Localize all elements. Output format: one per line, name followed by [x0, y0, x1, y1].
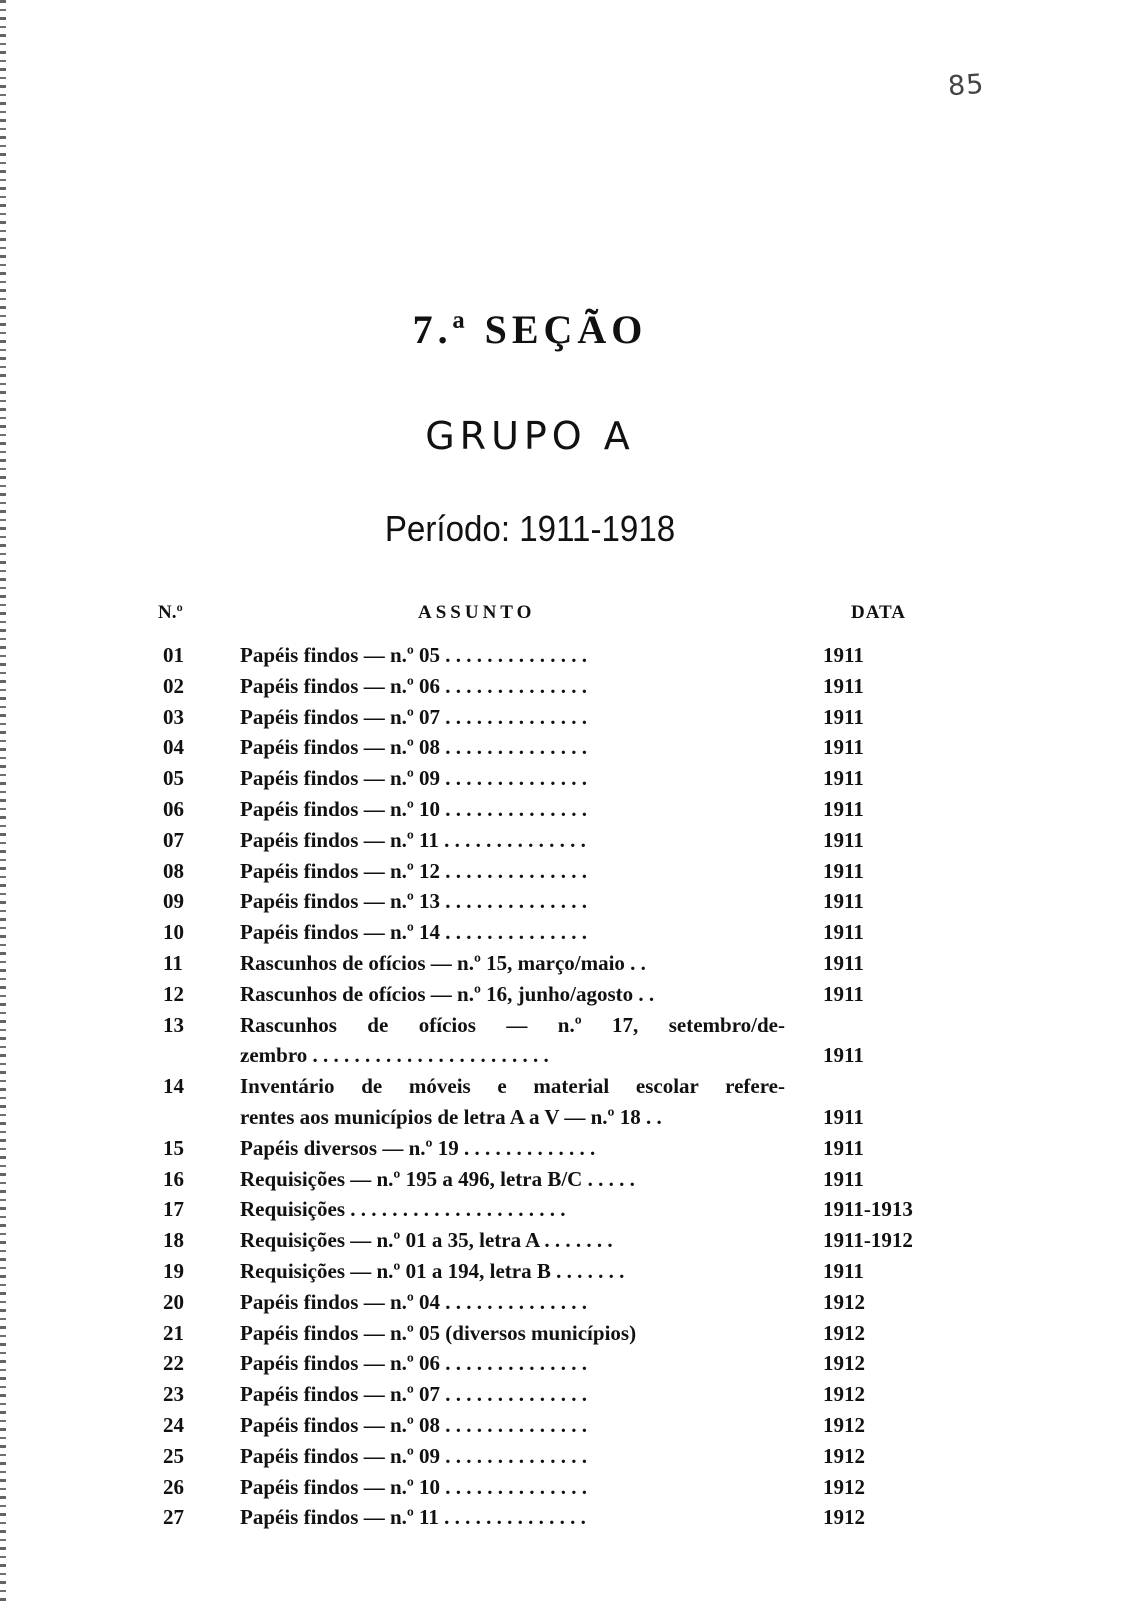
row-date: 1912: [823, 1351, 865, 1376]
table-row: [0, 1502, 1125, 1533]
row-subject: [240, 1318, 785, 1349]
subject-line: Papéis findos — n.º 12 . . . . . . . . . . . . . .: [240, 858, 588, 883]
table-row: [0, 732, 1125, 763]
subject-line: Papéis findos — n.º 13 . . . . . . . . . . . . . .: [240, 889, 588, 914]
subject-line: Rascunhos de ofícios — n.º 17, setembro/de-: [240, 1012, 785, 1037]
row-date: 1911: [823, 1135, 864, 1160]
subject-line: Papéis findos — n.º 05 . . . . . . . . . . . . . .: [240, 643, 588, 667]
row-subject: [240, 1133, 785, 1164]
table-row: [0, 886, 1125, 917]
table-row: [0, 702, 1125, 733]
row-number: 06: [163, 796, 184, 821]
row-subject: [240, 702, 785, 733]
row-number: 05: [163, 766, 184, 791]
table-row: [0, 763, 1125, 794]
row-subject: [240, 640, 785, 671]
row-subject: [240, 671, 785, 702]
period-heading: Período: 1911-1918: [384, 508, 676, 549]
row-date: 1911: [823, 1166, 864, 1191]
subject-line: Papéis findos — n.º 07 . . . . . . . . . . . . . .: [240, 1382, 588, 1407]
subject-line: Papéis findos — n.º 10 . . . . . . . . . . . . . .: [240, 796, 588, 821]
row-number: 18: [163, 1228, 184, 1253]
row-date: 1911: [823, 950, 864, 975]
row-date: 1911: [823, 673, 864, 698]
row-number: 13: [163, 1012, 184, 1037]
table-row: [0, 1225, 1125, 1256]
table-row: [0, 856, 1125, 887]
row-number: 11: [163, 950, 183, 975]
row-subject: [240, 1379, 785, 1410]
row-subject: [240, 794, 785, 825]
handwritten-page-number: 85: [946, 68, 986, 103]
row-date: 1911: [823, 1043, 864, 1068]
table-row: [0, 979, 1125, 1010]
table-row: [0, 1348, 1125, 1379]
row-date: 1911-1912: [823, 1228, 913, 1253]
row-number: 20: [163, 1289, 184, 1314]
row-number: 27: [163, 1505, 184, 1530]
row-subject: [240, 979, 785, 1010]
row-date: 1911-1913: [823, 1197, 913, 1222]
row-date: 1911: [823, 735, 864, 760]
row-subject: [240, 1010, 785, 1072]
table-row: [0, 1256, 1125, 1287]
row-subject: [240, 1071, 785, 1133]
table-row: [0, 1194, 1125, 1225]
row-number: 17: [163, 1197, 184, 1222]
subject-line: Papéis findos — n.º 09 . . . . . . . . . . . . . .: [240, 766, 588, 791]
row-number: 08: [163, 858, 184, 883]
row-number: 03: [163, 704, 184, 729]
row-number: 02: [163, 673, 184, 698]
row-subject: [240, 732, 785, 763]
row-subject: [240, 886, 785, 917]
table-row: [0, 917, 1125, 948]
subject-line: Requisições — n.º 01 a 194, letra B . . . . . . .: [240, 1258, 625, 1283]
row-date: 1911: [823, 981, 864, 1006]
row-subject: [240, 948, 785, 979]
row-number: 16: [163, 1166, 184, 1191]
subject-line: Papéis findos — n.º 06 . . . . . . . . . . . . . .: [240, 673, 588, 698]
table-row: [0, 1318, 1125, 1349]
section-title: 7.ª SEÇÃO: [412, 307, 648, 352]
row-number: 15: [163, 1135, 184, 1160]
table-row: [0, 948, 1125, 979]
table-row: [0, 1133, 1125, 1164]
row-subject: [240, 1287, 785, 1318]
table-row: [0, 794, 1125, 825]
table-row: [0, 1010, 1125, 1072]
table-row: [0, 825, 1125, 856]
row-subject: [240, 1502, 785, 1533]
row-subject: [240, 1225, 785, 1256]
subject-line: Papéis findos — n.º 14 . . . . . . . . . . . . . .: [240, 920, 588, 945]
row-date: 1911: [823, 1104, 864, 1129]
row-subject: [240, 1410, 785, 1441]
row-number: 01: [163, 643, 184, 667]
row-number: 21: [163, 1320, 184, 1345]
row-subject: [240, 917, 785, 948]
table-row: [0, 1410, 1125, 1441]
subject-line: Requisições — n.º 01 a 35, letra A . . . . . . .: [240, 1228, 613, 1253]
row-date: 1912: [823, 1443, 865, 1468]
subject-line: Requisições . . . . . . . . . . . . . . . . . . . . .: [240, 1197, 566, 1222]
row-date: 1911: [823, 858, 864, 883]
column-header-subject: ASSUNTO: [418, 602, 536, 623]
row-date: 1912: [823, 1412, 865, 1437]
row-subject: [240, 763, 785, 794]
row-date: 1912: [823, 1505, 865, 1530]
table-row: [0, 1164, 1125, 1195]
column-header-number: N.º: [158, 602, 183, 623]
subject-line: zembro . . . . . . . . . . . . . . . . . . . . . . .: [240, 1043, 549, 1068]
subject-line: Inventário de móveis e material escolar refere-: [240, 1074, 785, 1099]
table-row: [0, 640, 1125, 671]
row-subject: [240, 1472, 785, 1503]
subject-line: Papéis findos — n.º 08 . . . . . . . . . . . . . .: [240, 735, 588, 760]
row-date: 1911: [823, 1258, 864, 1283]
row-number: 24: [163, 1412, 184, 1437]
row-subject: [240, 1164, 785, 1195]
row-subject: [240, 1348, 785, 1379]
subject-line: Rascunhos de ofícios — n.º 16, junho/agosto . .: [240, 981, 655, 1006]
subject-line: Requisições — n.º 195 a 496, letra B/C . . . . .: [240, 1166, 635, 1191]
table-row: [0, 1071, 1125, 1133]
subject-line: Papéis findos — n.º 08 . . . . . . . . . . . . . .: [240, 1412, 588, 1437]
table-row: [0, 1472, 1125, 1503]
row-subject: [240, 1256, 785, 1287]
subject-line: Rascunhos de ofícios — n.º 15, março/maio . .: [240, 950, 646, 975]
table-row: [0, 671, 1125, 702]
subject-line: Papéis findos — n.º 10 . . . . . . . . . . . . . .: [240, 1474, 588, 1499]
row-subject: [240, 1441, 785, 1472]
inventory-table: [0, 640, 1125, 1533]
column-header-date: DATA: [851, 602, 907, 623]
row-number: 26: [163, 1474, 184, 1499]
row-number: 25: [163, 1443, 184, 1468]
row-date: 1911: [823, 920, 864, 945]
row-number: 22: [163, 1351, 184, 1376]
row-date: 1911: [823, 796, 864, 821]
table-row: [0, 1287, 1125, 1318]
row-number: 10: [163, 920, 184, 945]
row-date: 1911: [823, 889, 864, 914]
subject-line: Papéis findos — n.º 11 . . . . . . . . . . . . . .: [240, 1505, 586, 1530]
subject-line: Papéis findos — n.º 05 (diversos municípios): [240, 1320, 637, 1345]
row-date: 1911: [823, 704, 864, 729]
table-row: [0, 1441, 1125, 1472]
row-subject: [240, 856, 785, 887]
subject-line: rentes aos municípios de letra A a V — n.º 18 . .: [240, 1104, 662, 1129]
row-number: 19: [163, 1258, 184, 1283]
row-number: 07: [163, 827, 184, 852]
group-title: GRUPO A: [425, 414, 635, 458]
row-number: 23: [163, 1382, 184, 1407]
row-number: 09: [163, 889, 184, 914]
row-number: 12: [163, 981, 184, 1006]
row-date: 1911: [823, 766, 864, 791]
subject-line: Papéis findos — n.º 09 . . . . . . . . . . . . . .: [240, 1443, 588, 1468]
subject-line: Papéis findos — n.º 04 . . . . . . . . . . . . . .: [240, 1289, 588, 1314]
subject-line: Papéis findos — n.º 07 . . . . . . . . . . . . . .: [240, 704, 588, 729]
row-date: 1911: [823, 643, 864, 667]
row-number: 14: [163, 1074, 184, 1099]
row-date: 1912: [823, 1289, 865, 1314]
subject-line: Papéis findos — n.º 06 . . . . . . . . . . . . . .: [240, 1351, 588, 1376]
row-date: 1911: [823, 827, 864, 852]
subject-line: Papéis findos — n.º 11 . . . . . . . . . . . . . .: [240, 827, 586, 852]
row-number: 04: [163, 735, 184, 760]
row-subject: [240, 1194, 785, 1225]
row-date: 1912: [823, 1382, 865, 1407]
row-date: 1912: [823, 1320, 865, 1345]
table-row: [0, 1379, 1125, 1410]
row-subject: [240, 825, 785, 856]
subject-line: Papéis diversos — n.º 19 . . . . . . . . . . . . .: [240, 1135, 596, 1160]
row-date: 1912: [823, 1474, 865, 1499]
